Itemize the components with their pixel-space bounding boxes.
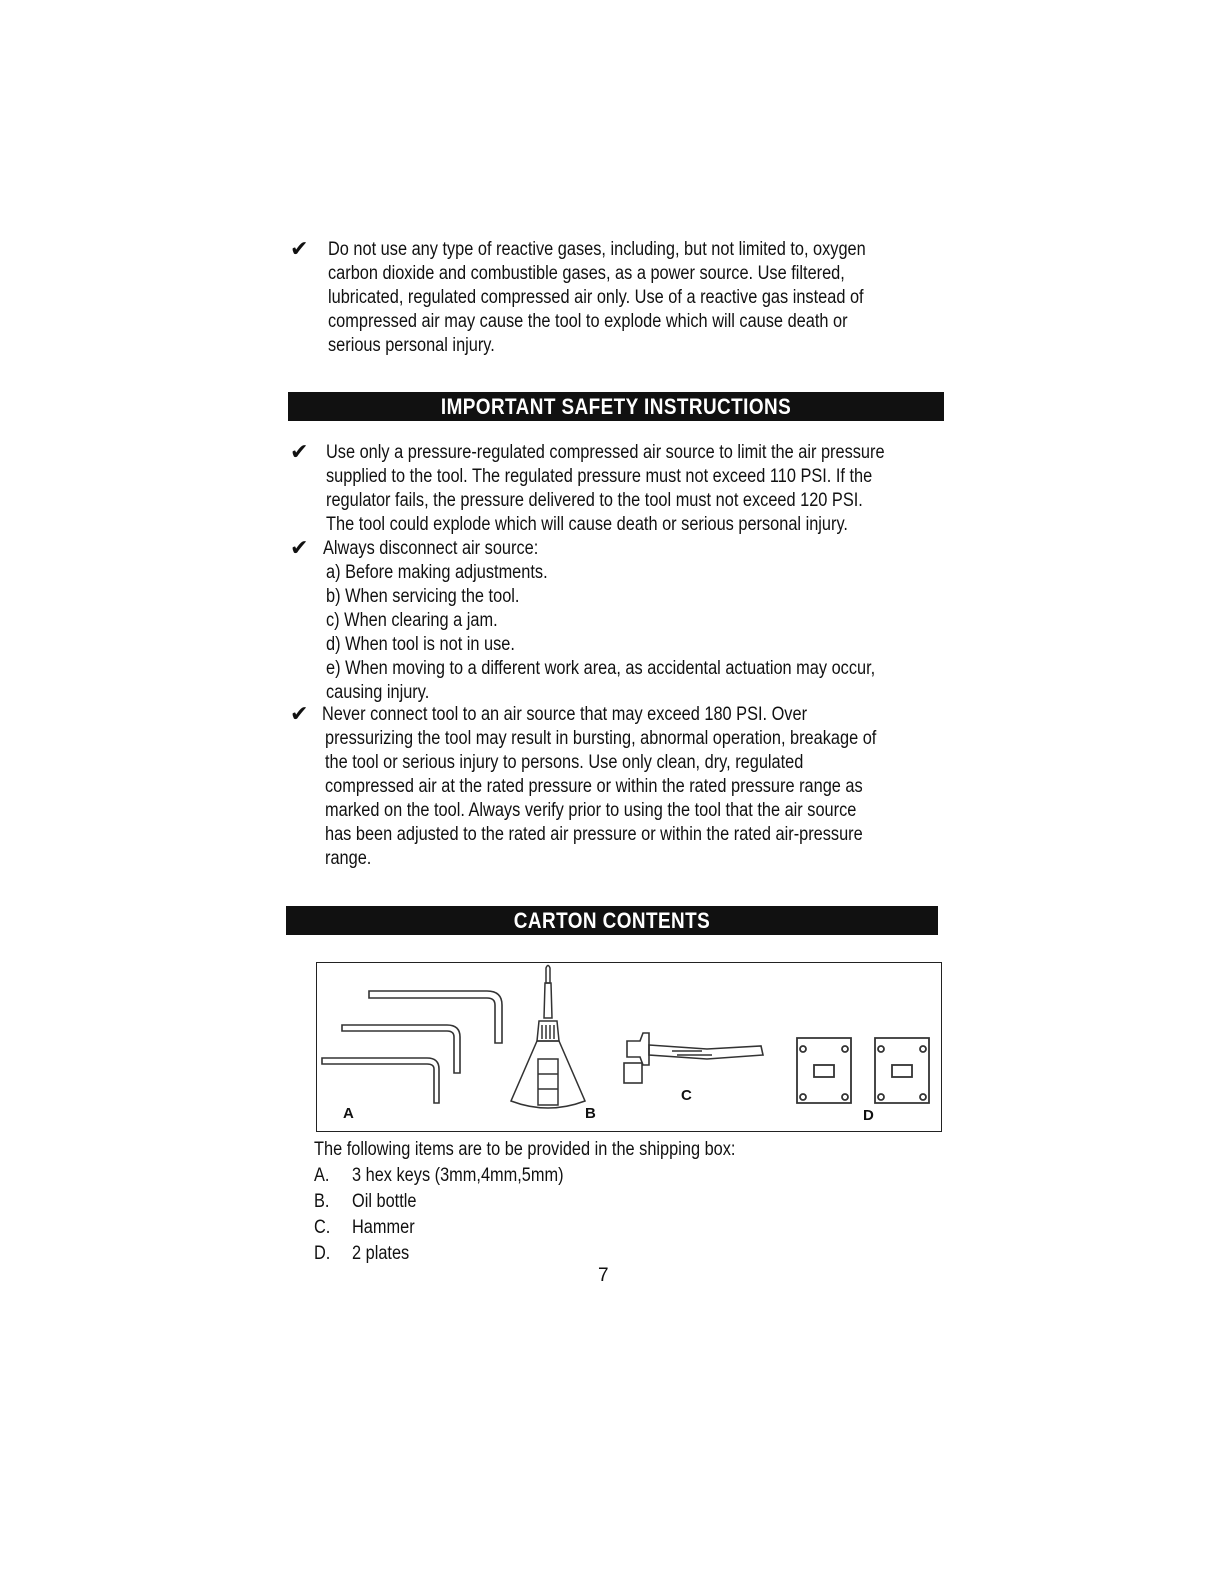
hammer-icon [624, 1033, 763, 1083]
bullet-text-continued [325, 727, 876, 871]
text-line: serious personal injury. [328, 335, 495, 356]
text-line: lubricated, regulated compressed air only. Use of a reactive gas instead of [328, 287, 864, 308]
text-line: c) When clearing a jam. [326, 610, 498, 631]
text-line: Use only a pressure-regulated compressed air source to limit the air pressure [326, 442, 885, 463]
text-line: marked on the tool. Always verify prior to using the tool that the air source [325, 800, 857, 821]
carton-contents-figure [316, 962, 942, 1132]
carton-heading-title: CARTON CONTENTS [513, 908, 711, 933]
figure-label-b: B [585, 1105, 596, 1122]
text-line: e) When moving to a different work area, as accidental actuation may occur, [326, 658, 876, 679]
checkmark-icon: ✔ [290, 237, 309, 262]
oil-bottle-icon [511, 966, 585, 1109]
figure-label-a: A [343, 1105, 354, 1122]
carton-contents-illustration [317, 963, 940, 1130]
safety-heading-bar [288, 392, 944, 421]
list-item-text: 2 plates [352, 1243, 410, 1264]
safety-heading-title: IMPORTANT SAFETY INSTRUCTIONS [440, 394, 792, 419]
text-line: Do not use any type of reactive gases, including, but not limited to, oxygen [328, 239, 866, 260]
list-item-letter: B. [314, 1191, 330, 1212]
checkmark-icon: ✔ [290, 440, 309, 465]
plates-icon [797, 1038, 929, 1103]
page-number: 7 [598, 1265, 609, 1286]
text-line: has been adjusted to the rated air pressure or within the rated air-pressure [325, 824, 863, 845]
figure-label-d: D [863, 1107, 874, 1124]
text-line: regulator fails, the pressure delivered to the tool must not exceed 120 PSI. [326, 490, 863, 511]
list-item-letter: D. [314, 1243, 331, 1264]
carton-heading-bar [286, 906, 938, 935]
text-line: d) When tool is not in use. [326, 634, 515, 655]
checkmark-icon: ✔ [290, 702, 309, 727]
text-line: carbon dioxide and combustible gases, as a power source. Use filtered, [328, 263, 845, 284]
checkmark-icon: ✔ [290, 536, 309, 561]
text-line: compressed air at the rated pressure or within the rated pressure range as [325, 776, 863, 797]
list-item-text: 3 hex keys (3mm,4mm,5mm) [352, 1165, 564, 1186]
text-line: causing injury. [326, 682, 430, 703]
bullet-text [326, 441, 885, 537]
figure-label-c: C [681, 1087, 692, 1104]
text-line: pressurizing the tool may result in bursting, abnormal operation, breakage of [325, 728, 877, 749]
list-item-letter: A. [314, 1165, 330, 1186]
bullet-text [322, 703, 807, 727]
text-line: the tool or serious injury to persons. Use only clean, dry, regulated [325, 752, 804, 773]
bullet-subitems [326, 561, 875, 705]
list-item-text: Oil bottle [352, 1191, 417, 1212]
text-line: range. [325, 848, 372, 869]
list-item-letter: C. [314, 1217, 331, 1238]
text-line: b) When servicing the tool. [326, 586, 520, 607]
carton-intro: The following items are to be provided in the shipping box: [314, 1139, 736, 1160]
text-line: a) Before making adjustments. [326, 562, 548, 583]
list-item-text: Hammer [352, 1217, 415, 1238]
hex-keys-icon [322, 991, 502, 1103]
text-line: Always disconnect air source: [323, 538, 539, 559]
text-line: compressed air may cause the tool to explode which will cause death or [328, 311, 848, 332]
text-line: supplied to the tool. The regulated pressure must not exceed 110 PSI. If the [326, 466, 873, 487]
bullet-text [323, 537, 538, 561]
text-line: Never connect tool to an air source that may exceed 180 PSI. Over [322, 704, 808, 725]
warning-text [328, 238, 866, 358]
text-line: The tool could explode which will cause death or serious personal injury. [326, 514, 848, 535]
